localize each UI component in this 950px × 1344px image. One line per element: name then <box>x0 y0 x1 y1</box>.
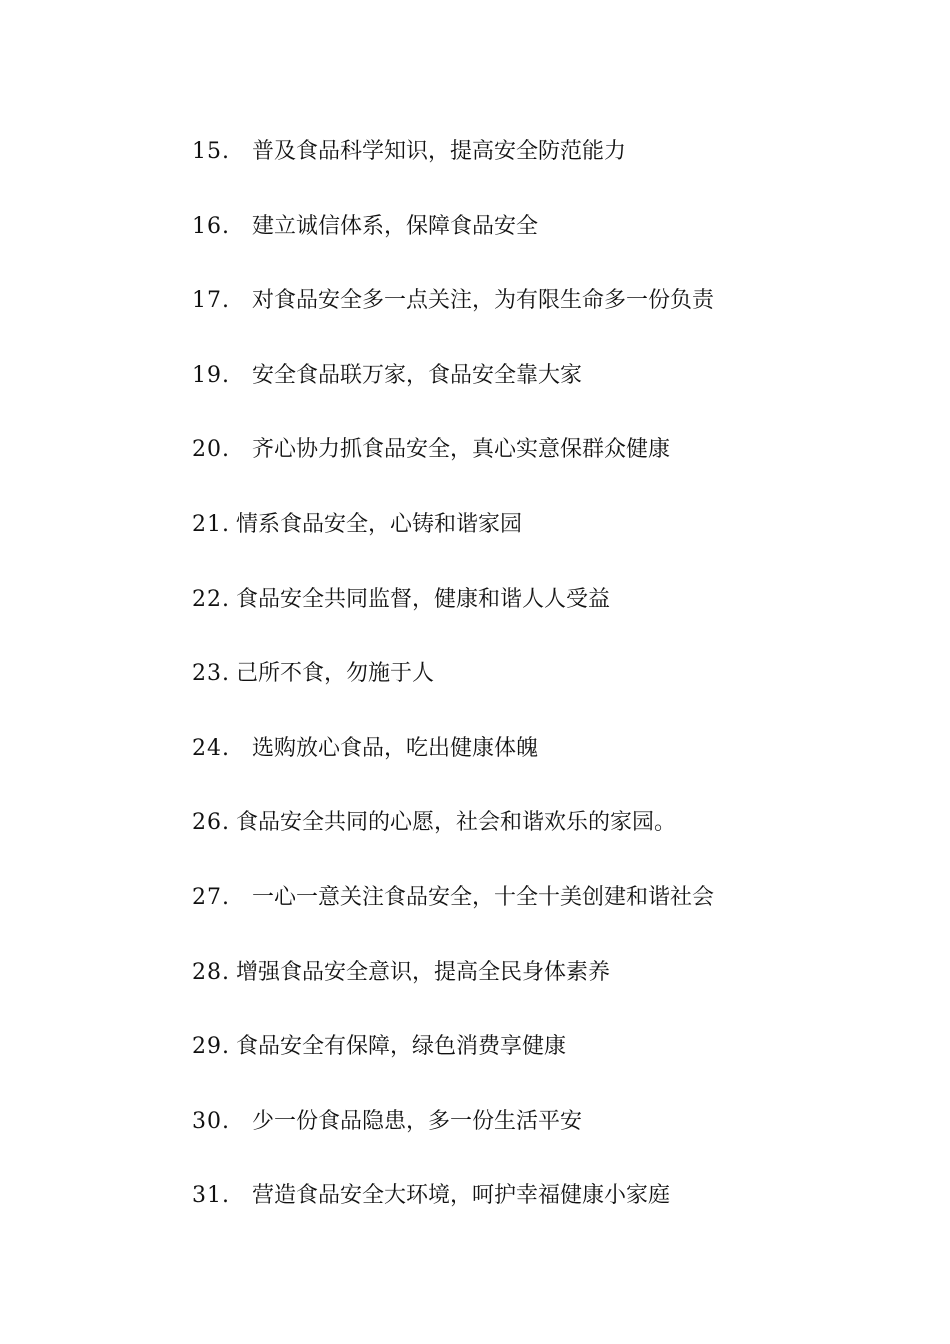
item-number: 27. <box>192 884 230 910</box>
item-number: 20. <box>192 437 230 463</box>
list-item <box>192 282 714 357</box>
item-number: 26. <box>192 810 230 836</box>
list-item <box>192 208 714 283</box>
item-text: 食品安全共同监督，健康和谐人人受益 <box>236 586 611 612</box>
list-item <box>192 1177 714 1252</box>
item-number: 16. <box>192 213 230 239</box>
list-item <box>192 804 714 879</box>
list-item <box>192 1103 714 1178</box>
list-item <box>192 581 714 656</box>
item-number: 15. <box>192 139 230 164</box>
item-number: 19. <box>192 362 230 388</box>
item-text: 一心一意关注食品安全，十全十美创建和谐社会 <box>252 884 715 910</box>
item-text: 安全食品联万家，食品安全靠大家 <box>252 362 583 388</box>
list-item <box>192 133 714 208</box>
list-item <box>192 655 714 730</box>
item-number: 21. <box>192 511 230 537</box>
item-text: 食品安全共同的心愿，社会和谐欢乐的家园。 <box>236 810 677 836</box>
item-text: 选购放心食品，吃出健康体魄 <box>252 735 539 761</box>
list-item <box>192 1028 714 1103</box>
list-item <box>192 879 714 954</box>
item-number: 29. <box>192 1034 230 1060</box>
list-item <box>192 730 714 805</box>
list-item <box>192 506 714 581</box>
item-number: 22. <box>192 586 230 612</box>
item-number: 24. <box>192 735 230 761</box>
item-text: 营造食品安全大环境，呵护幸福健康小家庭 <box>252 1183 671 1209</box>
item-number: 28. <box>192 959 230 985</box>
list-item <box>192 357 714 432</box>
item-number: 31. <box>192 1183 230 1209</box>
slogan-list <box>192 133 714 1252</box>
item-text: 情系食品安全，心铸和谐家园 <box>236 511 523 537</box>
list-item <box>192 954 714 1029</box>
item-text: 增强食品安全意识，提高全民身体素养 <box>236 959 611 985</box>
item-text: 普及食品科学知识，提高安全防范能力 <box>252 139 627 164</box>
item-number: 30. <box>192 1108 230 1134</box>
item-number: 17. <box>192 288 230 314</box>
item-number: 23. <box>192 661 230 687</box>
item-text: 对食品安全多一点关注，为有限生命多一份负责 <box>252 288 715 314</box>
item-text: 己所不食，勿施于人 <box>236 661 435 687</box>
item-text: 少一份食品隐患，多一份生活平安 <box>252 1108 583 1134</box>
item-text: 建立诚信体系，保障食品安全 <box>252 213 539 239</box>
item-text: 食品安全有保障，绿色消费享健康 <box>236 1034 567 1060</box>
item-text: 齐心协力抓食品安全，真心实意保群众健康 <box>252 437 671 463</box>
list-item <box>192 431 714 506</box>
